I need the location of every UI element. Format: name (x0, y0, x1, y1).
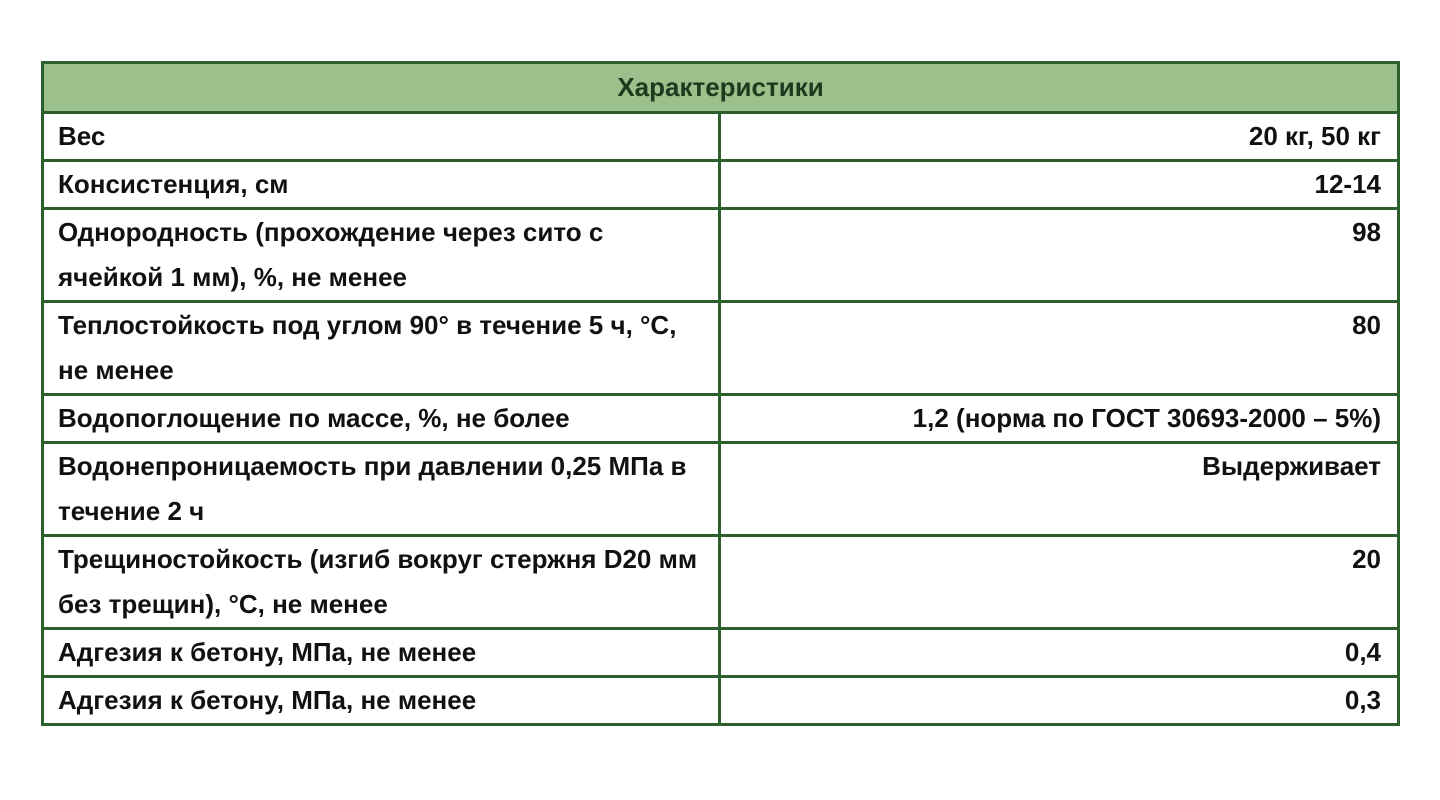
table-header: Характеристики (43, 63, 1399, 113)
table-row (43, 395, 1399, 443)
row-label: Водонепроницаемость при давлении 0,25 МПа в течение 2 ч (43, 443, 720, 536)
row-label: Вес (43, 113, 720, 161)
row-value: 1,2 (норма по ГОСТ 30693-2000 – 5%) (720, 395, 1399, 443)
row-value: 20 кг, 50 кг (720, 113, 1399, 161)
row-value: 0,4 (720, 629, 1399, 677)
table-row (43, 161, 1399, 209)
row-label: Теплостойкость под углом 90° в течение 5 ч, °С, не менее (43, 302, 720, 395)
row-label: Однородность (прохождение через сито с ячейкой 1 мм), %, не менее (43, 209, 720, 302)
table-row (43, 209, 1399, 302)
row-value: 80 (720, 302, 1399, 395)
row-label: Трещиностойкость (изгиб вокруг стержня D20 мм без трещин), °С, не менее (43, 536, 720, 629)
table-row (43, 443, 1399, 536)
row-label: Адгезия к бетону, МПа, не менее (43, 629, 720, 677)
table-row (43, 629, 1399, 677)
row-label: Адгезия к бетону, МПа, не менее (43, 677, 720, 725)
table-row (43, 677, 1399, 725)
row-value: 20 (720, 536, 1399, 629)
table-header-row (43, 63, 1399, 113)
row-value: Выдерживает (720, 443, 1399, 536)
row-value: 0,3 (720, 677, 1399, 725)
table-row (43, 113, 1399, 161)
row-value: 98 (720, 209, 1399, 302)
row-label: Консистенция, см (43, 161, 720, 209)
table-row (43, 302, 1399, 395)
row-label: Водопоглощение по массе, %, не более (43, 395, 720, 443)
specifications-table (41, 61, 1400, 726)
row-value: 12-14 (720, 161, 1399, 209)
table-row (43, 536, 1399, 629)
